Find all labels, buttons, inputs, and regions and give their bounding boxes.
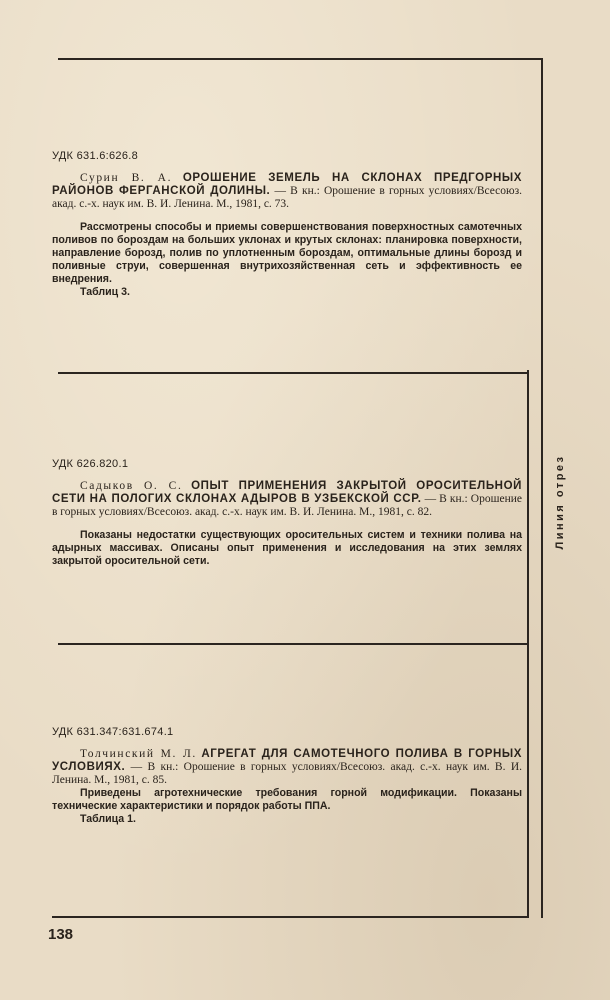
article-title: ОПЫТ ПРИМЕНЕНИЯ ЗАКРЫТОЙ ОРОСИТЕЛЬНОЙ СЕТИ НА ПОЛОГИХ СКЛОНАХ АДЫРОВ В УЗБЕКСКОЙ ССР. <box>52 480 522 505</box>
udk-code: УДК 631.6:626.8 <box>52 150 139 162</box>
table-count: Таблица 1. <box>80 813 136 825</box>
abstract-card <box>52 458 522 568</box>
cut-line <box>541 58 543 918</box>
separator-line-1 <box>58 372 528 374</box>
udk-code: УДК 631.347:631.674.1 <box>52 726 174 738</box>
author: Толчинский М. Л. <box>80 748 197 760</box>
abstract-text: Приведены агротехнические требования горной модификации. Показаны технические характеристики и порядок работы ППА. <box>52 787 522 812</box>
abstract-text: Показаны недостатки существующих оросительных систем и техники полива на адырных массивах. Описаны опыт применения и исследования на этих землях закрытой оросительной сети. <box>52 529 522 567</box>
source: — В кн.: Орошение в горных условиях/Всесоюз. акад. с.-х. наук им. В. И. Ленина. М., 1981, с. 85. <box>52 761 522 786</box>
udk-code: УДК 626.820.1 <box>52 458 129 470</box>
article-title: ОРОШЕНИЕ ЗЕМЕЛЬ НА СКЛОНАХ ПРЕДГОРНЫХ РАЙОНОВ ФЕРГАНСКОЙ ДОЛИНЫ. <box>52 172 522 197</box>
source: — В кн.: Орошение в горных условиях/Всесоюз. акад. с.-х. наук им. В. И. Ленина. М., 1981, с. 82. <box>52 493 522 518</box>
separator-line-2 <box>58 643 528 645</box>
abstract-card <box>52 726 522 826</box>
author: Садыков О. С. <box>80 480 183 492</box>
page-number: 138 <box>48 926 74 943</box>
table-count: Таблиц 3. <box>80 286 130 298</box>
bibliographic-entry <box>52 172 522 211</box>
cut-line-label: Линия отрез <box>554 454 566 550</box>
bibliographic-entry <box>52 748 522 787</box>
bibliographic-entry <box>52 480 522 519</box>
abstract-card <box>52 150 522 299</box>
article-title: АГРЕГАТ ДЛЯ САМОТЕЧНОГО ПОЛИВА В ГОРНЫХ УСЛОВИЯХ. <box>52 748 523 773</box>
bottom-border-line <box>52 916 529 918</box>
author: Сурин В. А. <box>80 172 173 184</box>
abstract-text: Рассмотрены способы и приемы совершенствования поверхностных самотечных поливов по бороздам на больших уклонах и крутых склонах: планировка поверхности, направление борозд, полив по уплотненным бороздам, оптимальные длины борозд и поливные струи, совершенная внутрихозяйственная сеть и эффективность ее внедрения. <box>52 221 522 285</box>
top-border-line <box>58 58 543 60</box>
source: — В кн.: Орошение в горных условиях/Всесоюз. акад. с.-х. наук им. В. И. Ленина. М., 1981, с. 73. <box>52 185 522 210</box>
